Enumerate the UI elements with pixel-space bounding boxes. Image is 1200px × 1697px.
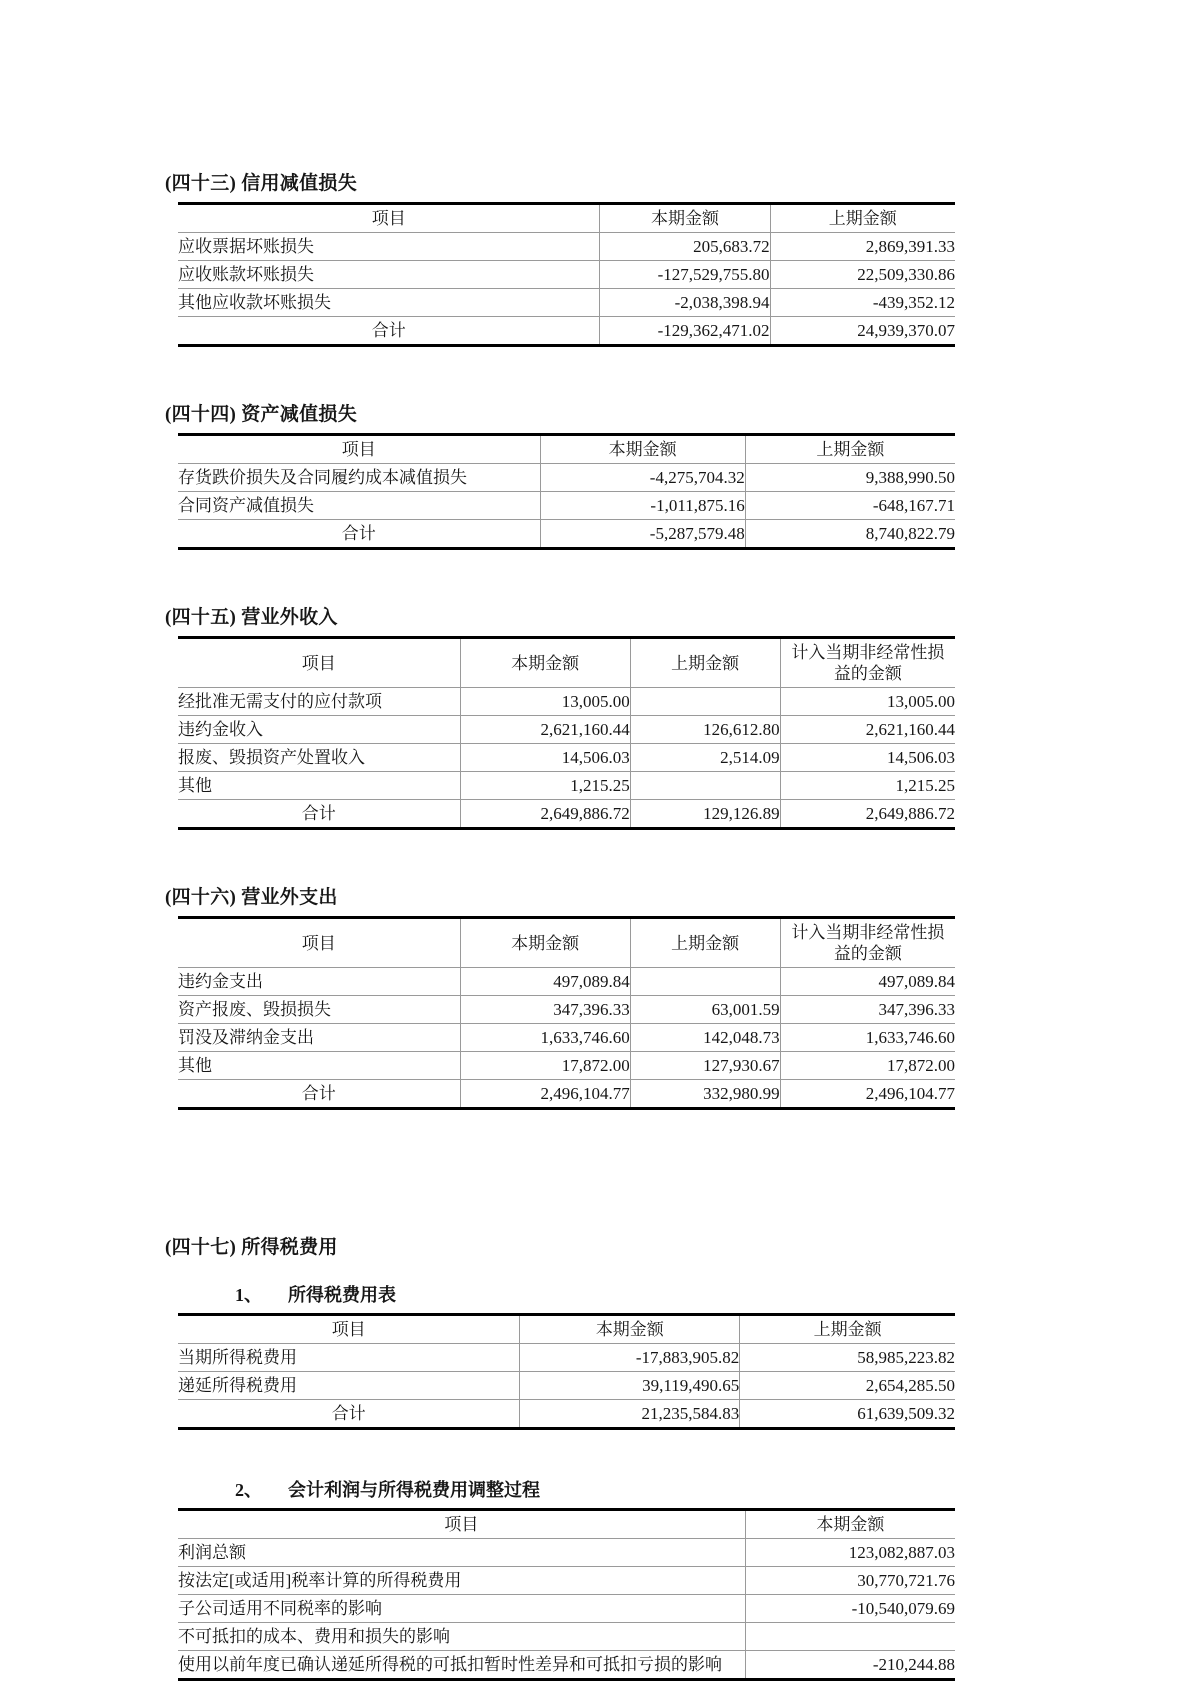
column-header: 上期金额 (770, 204, 955, 233)
cell-value: 30,770,721.76 (745, 1567, 955, 1595)
row-label: 其他应收款坏账损失 (178, 289, 600, 317)
financial-table (178, 636, 955, 830)
cell-value: 129,126.89 (630, 800, 780, 829)
column-header: 本期金额 (600, 204, 770, 233)
row-label: 资产报废、毁损损失 (178, 996, 460, 1024)
cell-value: 1,633,746.60 (460, 1024, 630, 1052)
cell-value: 2,649,886.72 (780, 800, 955, 829)
table-row (178, 1623, 955, 1651)
row-label: 应收账款坏账损失 (178, 261, 600, 289)
cell-value: 2,514.09 (630, 744, 780, 772)
total-row (178, 800, 955, 829)
column-header: 本期金额 (540, 435, 745, 464)
cell-value: 347,396.33 (780, 996, 955, 1024)
subsection-number: 2、 (235, 1480, 262, 1500)
table-row (178, 1567, 955, 1595)
row-label: 合同资产减值损失 (178, 492, 540, 520)
cell-value: 1,633,746.60 (780, 1024, 955, 1052)
column-header: 项目 (178, 1510, 745, 1539)
cell-value: -210,244.88 (745, 1651, 955, 1680)
column-header: 项目 (178, 204, 600, 233)
column-header: 本期金额 (460, 918, 630, 968)
table-header-row (178, 1315, 955, 1344)
cell-value: -10,540,079.69 (745, 1595, 955, 1623)
total-label: 合计 (178, 800, 460, 829)
row-label: 其他 (178, 1052, 460, 1080)
total-row (178, 317, 955, 346)
table-header-row (178, 435, 955, 464)
total-label: 合计 (178, 317, 600, 346)
column-header: 本期金额 (745, 1510, 955, 1539)
cell-value (630, 968, 780, 996)
table-row (178, 261, 955, 289)
total-label: 合计 (178, 1400, 520, 1429)
total-row (178, 520, 955, 549)
section (165, 399, 965, 550)
table-row (178, 289, 955, 317)
table-row (178, 996, 955, 1024)
section-title: (四十四) 资产减值损失 (165, 404, 358, 425)
column-header: 本期金额 (460, 638, 630, 688)
cell-value: 2,649,886.72 (460, 800, 630, 829)
column-header: 项目 (178, 435, 540, 464)
table-row (178, 1595, 955, 1623)
cell-value (630, 772, 780, 800)
subsection (165, 1476, 965, 1681)
cell-value: 347,396.33 (460, 996, 630, 1024)
table-row (178, 233, 955, 261)
section-title: (四十七) 所得税费用 (165, 1237, 338, 1258)
row-label: 经批准无需支付的应付款项 (178, 692, 382, 711)
cell-value: -5,287,579.48 (540, 520, 745, 549)
cell-value: -127,529,755.80 (600, 261, 770, 289)
total-row (178, 1400, 955, 1429)
total-label: 合计 (178, 1080, 460, 1109)
cell-value: 497,089.84 (780, 968, 955, 996)
row-label: 当期所得税费用 (178, 1348, 297, 1367)
table-header-row (178, 638, 955, 688)
column-header: 项目 (178, 1315, 520, 1344)
table-row (178, 1539, 955, 1567)
column-header: 项目 (178, 918, 460, 968)
cell-value: 2,621,160.44 (780, 716, 955, 744)
cell-value: 2,621,160.44 (460, 716, 630, 744)
cell-value: 332,980.99 (630, 1080, 780, 1109)
row-label: 报废、毁损资产处置收入 (178, 744, 460, 772)
cell-value: 1,215.25 (780, 772, 955, 800)
cell-value: -129,362,471.02 (600, 317, 770, 346)
section (165, 168, 965, 347)
total-row (178, 1080, 955, 1109)
row-label: 其他 (178, 772, 460, 800)
cell-value: 14,506.03 (460, 744, 630, 772)
row-label: 子公司适用不同税率的影响 (178, 1595, 745, 1623)
table-row (178, 744, 955, 772)
table-row (178, 492, 955, 520)
cell-value: 2,496,104.77 (780, 1080, 955, 1109)
subsection-heading: 所得税费用表 (288, 1285, 396, 1305)
column-header: 计入当期非经常性损益的金额 (780, 638, 955, 688)
financial-table (178, 916, 955, 1110)
section (165, 602, 965, 830)
cell-value: -4,275,704.32 (540, 464, 745, 492)
cell-value: 1,215.25 (460, 772, 630, 800)
table-row (178, 716, 955, 744)
column-header: 上期金额 (740, 1315, 955, 1344)
cell-value: 61,639,509.32 (740, 1400, 955, 1429)
subsection-title (235, 1476, 965, 1502)
subsection (165, 1281, 965, 1430)
cell-value: 39,119,490.65 (520, 1372, 740, 1400)
cell-value: 2,654,285.50 (740, 1372, 955, 1400)
cell-value: -439,352.12 (770, 289, 955, 317)
row-label: 应收票据坏账损失 (178, 237, 314, 256)
cell-value: 2,869,391.33 (770, 233, 955, 261)
financial-table (178, 1508, 955, 1681)
row-label: 罚没及滞纳金支出 (178, 1024, 460, 1052)
column-header: 本期金额 (520, 1315, 740, 1344)
financial-table (178, 433, 955, 550)
table-row (178, 772, 955, 800)
cell-value: 2,496,104.77 (460, 1080, 630, 1109)
row-label: 递延所得税费用 (178, 1372, 520, 1400)
row-label: 不可抵扣的成本、费用和损失的影响 (178, 1623, 745, 1651)
table-header-row (178, 918, 955, 968)
cell-value: -2,038,398.94 (600, 289, 770, 317)
table-row (178, 688, 955, 716)
table-row (178, 1372, 955, 1400)
total-label: 合计 (178, 520, 540, 549)
cell-value: 14,506.03 (780, 744, 955, 772)
subsection-title (235, 1281, 965, 1307)
table-row (178, 464, 955, 492)
cell-value: 13,005.00 (460, 688, 630, 716)
cell-value: -648,167.71 (745, 492, 955, 520)
cell-value: -1,011,875.16 (540, 492, 745, 520)
row-label: 违约金支出 (178, 972, 263, 991)
cell-value: 9,388,990.50 (745, 464, 955, 492)
table-row (178, 968, 955, 996)
cell-value: 24,939,370.07 (770, 317, 955, 346)
row-label: 利润总额 (178, 1543, 246, 1562)
cell-value: 63,001.59 (630, 996, 780, 1024)
section-title: (四十三) 信用减值损失 (165, 173, 358, 194)
subsection-heading: 会计利润与所得税费用调整过程 (288, 1480, 540, 1500)
table-row (178, 1024, 955, 1052)
cell-value: 58,985,223.82 (740, 1344, 955, 1372)
section (165, 1232, 965, 1681)
column-header: 上期金额 (745, 435, 955, 464)
row-label: 存货跌价损失及合同履约成本减值损失 (178, 468, 467, 487)
column-header: 项目 (178, 638, 460, 688)
cell-value (745, 1623, 955, 1651)
table-header-row (178, 204, 955, 233)
section-title: (四十五) 营业外收入 (165, 607, 338, 628)
cell-value: 17,872.00 (780, 1052, 955, 1080)
column-header: 计入当期非经常性损益的金额 (780, 918, 955, 968)
cell-value: 21,235,584.83 (520, 1400, 740, 1429)
cell-value: 13,005.00 (780, 688, 955, 716)
cell-value: 123,082,887.03 (745, 1539, 955, 1567)
cell-value: 127,930.67 (630, 1052, 780, 1080)
table-row (178, 1651, 955, 1680)
subsection-number: 1、 (235, 1285, 262, 1305)
section-title: (四十六) 营业外支出 (165, 887, 338, 908)
row-label: 违约金收入 (178, 716, 460, 744)
column-header: 上期金额 (630, 918, 780, 968)
cell-value: 22,509,330.86 (770, 261, 955, 289)
row-label: 按法定[或适用]税率计算的所得税费用 (178, 1567, 745, 1595)
cell-value (630, 688, 780, 716)
cell-value: 205,683.72 (600, 233, 770, 261)
cell-value: 8,740,822.79 (745, 520, 955, 549)
cell-value: 497,089.84 (460, 968, 630, 996)
table-header-row (178, 1510, 955, 1539)
row-label: 使用以前年度已确认递延所得税的可抵扣暂时性差异和可抵扣亏损的影响 (178, 1651, 745, 1680)
financial-table (178, 202, 955, 347)
cell-value: 142,048.73 (630, 1024, 780, 1052)
table-row (178, 1344, 955, 1372)
section (165, 882, 965, 1110)
cell-value: -17,883,905.82 (520, 1344, 740, 1372)
cell-value: 126,612.80 (630, 716, 780, 744)
financial-table (178, 1313, 955, 1430)
table-row (178, 1052, 955, 1080)
cell-value: 17,872.00 (460, 1052, 630, 1080)
column-header: 上期金额 (630, 638, 780, 688)
